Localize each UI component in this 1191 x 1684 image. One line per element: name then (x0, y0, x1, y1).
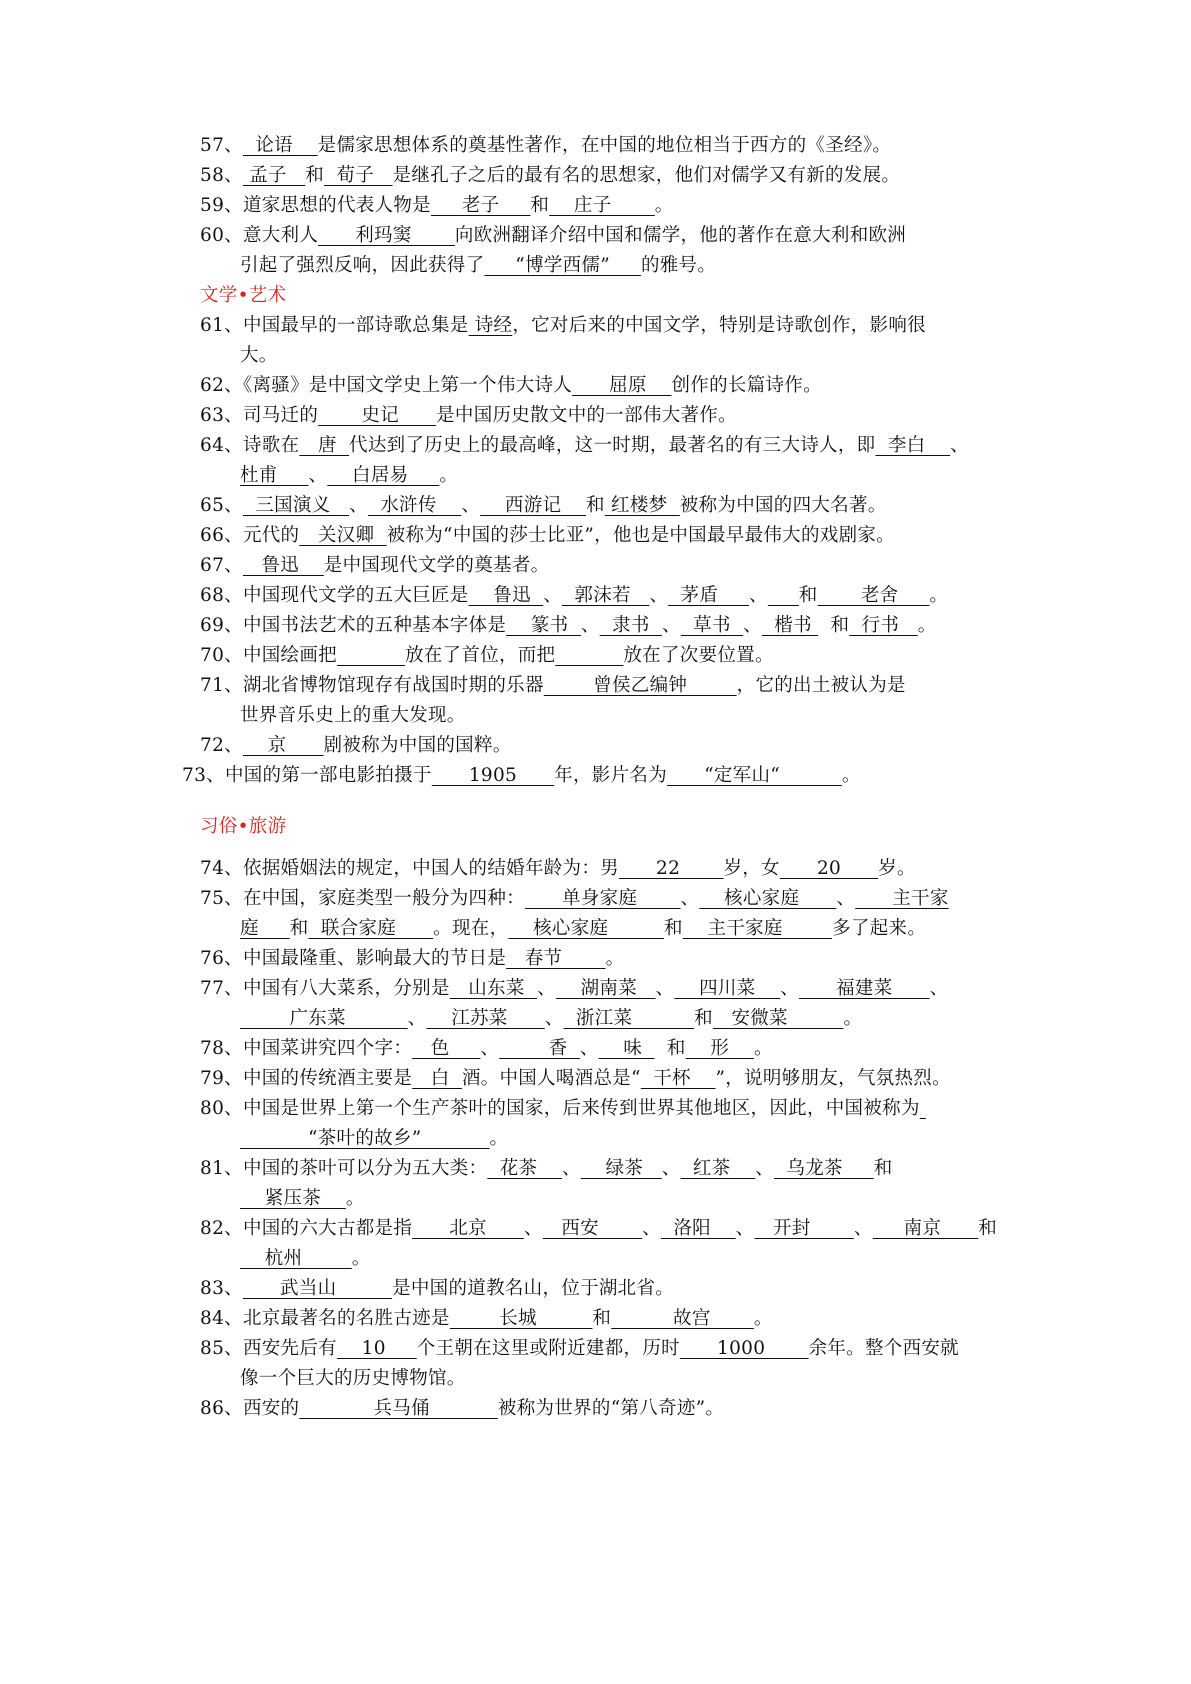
answer-blank: 开封 (754, 1218, 854, 1239)
question-text: 60、意大利人 (200, 225, 319, 246)
answer-blank: 杭州 (240, 1248, 352, 1269)
question-text: 86、西安的 (200, 1398, 300, 1419)
answer-blank: “茶叶的故乡” (240, 1128, 490, 1149)
answer-blank: 水浒传 (367, 495, 462, 516)
question-line (200, 673, 906, 699)
answer-blank: 隶书 (599, 615, 662, 636)
question-text: 57、 (200, 135, 243, 156)
answer-blank: 唐 (299, 435, 350, 456)
answer-blank: 联合家庭 (308, 918, 434, 939)
answer-blank: 篆书 (506, 615, 581, 636)
answer-blank: 紧压茶 (240, 1188, 346, 1209)
question-line (240, 1246, 371, 1272)
question-text: 和 (654, 1038, 686, 1059)
answer-blank: 22 (618, 858, 724, 879)
answer-blank: 湖南菜 (555, 978, 656, 999)
answer-blank: 京 (242, 735, 324, 756)
question-text: 74、依据婚姻法的规定，中国人的结婚年龄为：男 (200, 858, 619, 879)
question-text: 72、 (200, 735, 243, 756)
question-text: 大。 (240, 345, 278, 366)
question-text: 63、司马迁的 (200, 405, 319, 426)
question-line (200, 313, 926, 339)
question-text: 85、西安先后有 (200, 1338, 337, 1359)
answer-blank: 西游记 (480, 495, 587, 516)
answer-blank: 郭沫若 (562, 585, 650, 606)
answer-blank: 长城 (449, 1308, 593, 1329)
question-text: 82、中国的六大古都是指 (200, 1218, 413, 1239)
question-line (200, 733, 512, 759)
question-line (200, 553, 549, 579)
answer-blank: 形 (685, 1038, 754, 1059)
question-text: 。 (753, 1308, 773, 1329)
question-line (240, 1366, 466, 1392)
question-line (200, 1096, 926, 1122)
question-text: 76、中国最隆重、影响最大的节日是 (200, 948, 507, 969)
question-text: 64、诗歌在 (200, 435, 300, 456)
answer-blank: 荀子 (324, 165, 393, 186)
answer-blank: 20 (779, 858, 879, 879)
answer-blank: 核心家庭 (508, 918, 664, 939)
question-line (200, 1396, 724, 1422)
question-text: 是继孔子之后的最有名的思想家，他们对儒学又有新的发展。 (392, 165, 901, 186)
question-text: 、 (562, 1158, 581, 1179)
question-line (240, 916, 926, 942)
answer-blank: 杜甫 (240, 465, 309, 486)
question-text: 。 (843, 1008, 863, 1029)
question-text: ，它的出土被认为是 (736, 675, 906, 696)
answer-blank (555, 645, 623, 666)
answer-blank: 武当山 (242, 1278, 393, 1299)
question-text: 、 (579, 1038, 599, 1059)
question-text: 和 (289, 918, 309, 939)
question-text: 78、中国菜讲究四个字： (200, 1038, 413, 1059)
question-line (200, 1276, 674, 1302)
answer-blank: 福建菜 (799, 978, 930, 999)
answer-blank: 西安 (542, 1218, 643, 1239)
question-line (182, 763, 861, 789)
question-text: 83、 (200, 1278, 243, 1299)
question-text: 世界音乐史上的重大发现。 (240, 705, 466, 726)
question-text: 。 (605, 948, 625, 969)
answer-blank: 色 (412, 1038, 481, 1059)
question-line (200, 193, 674, 219)
answer-blank: 鲁迅 (242, 555, 324, 576)
answer-blank: 1905 (431, 765, 555, 786)
question-text: 71、湖北省博物馆现存有战国时期的乐器 (200, 675, 544, 696)
question-line (200, 976, 948, 1002)
question-text: 69、中国书法艺术的五种基本字体是 (200, 615, 507, 636)
question-text: 和 (305, 165, 325, 186)
question-text: 73、中国的第一部电影拍摄于 (182, 765, 432, 786)
question-line (200, 163, 900, 189)
question-text: 是中国的道教名山，位于湖北省。 (392, 1278, 675, 1299)
answer-blank: 四川菜 (674, 978, 781, 999)
question-text: ”，说明够朋友，气氛热烈。 (715, 1068, 951, 1089)
question-text: 77、中国有八大菜系，分别是 (200, 978, 450, 999)
question-text: 70、中国绘画把 (200, 645, 337, 666)
question-text: 、 (461, 495, 481, 516)
question-text: 65、 (200, 495, 243, 516)
question-line (240, 1006, 862, 1032)
question-text: 58、 (200, 165, 243, 186)
question-text: 、 (649, 585, 669, 606)
question-text: 多了起来。 (832, 918, 927, 939)
answer-blank: 山东菜 (449, 978, 538, 999)
question-text: 、 (480, 1038, 500, 1059)
question-text: 80、中国是世界上第一个生产茶叶的国家，后来传到世界其他地区，因此，中国被称为 (200, 1098, 920, 1119)
question-text: 81、中国的茶叶可以分为五大类： (200, 1158, 488, 1179)
question-line (200, 373, 822, 399)
answer-blank: 味 (598, 1038, 655, 1059)
question-text: 放在了首位，而把 (404, 645, 556, 666)
question-text: 。 (351, 1248, 371, 1269)
answer-blank: 行书 (849, 615, 918, 636)
question-line (240, 1126, 508, 1152)
question-text: 、 (743, 615, 762, 636)
question-text: 被称为“中国的莎士比亚”，他也是中国最早最伟大的戏剧家。 (386, 525, 895, 546)
question-text: 和 (530, 195, 550, 216)
question-text: 、 (349, 495, 368, 516)
question-line (200, 1216, 997, 1242)
question-text: 75、在中国，家庭类型一般分为四种： (200, 888, 525, 909)
answer-blank: 浙江菜 (563, 1008, 695, 1029)
answer-blank: 庭 (240, 918, 290, 939)
answer-blank: 诗经 (468, 315, 513, 336)
answer-blank: 主干家 (855, 888, 949, 909)
question-line (200, 1336, 959, 1362)
question-text: 代达到了历史上的最高峰，这一时期，最著名的有三大诗人，即 (349, 435, 876, 456)
question-text: 、 (680, 888, 700, 909)
question-line (200, 613, 937, 639)
question-line (200, 856, 916, 882)
answer-blank: 主干家庭 (682, 918, 833, 939)
question-text: 和 (586, 495, 605, 516)
question-text: 被称为世界的“第八奇迹”。 (497, 1398, 725, 1419)
question-text: 和 (978, 1218, 998, 1239)
question-text: 、 (853, 1218, 873, 1239)
answer-blank (768, 585, 799, 606)
question-text: 、 (523, 1218, 543, 1239)
question-text: 61、中国最早的一部诗歌总集是 (200, 315, 469, 336)
answer-blank: 庄子 (549, 195, 655, 216)
question-text: 和 (694, 1008, 713, 1029)
question-line (200, 433, 969, 459)
question-line (200, 403, 737, 429)
question-text: 、 (544, 1008, 564, 1029)
answer-blank: 1000 (679, 1338, 809, 1359)
answer-blank: 广东菜 (240, 1008, 408, 1029)
answer-blank: 干杯 (640, 1068, 716, 1089)
question-text: 余年。整个西安就 (808, 1338, 959, 1359)
question-line (200, 946, 624, 972)
question-line (240, 463, 458, 489)
question-line (200, 493, 887, 519)
question-text: 、 (735, 1218, 755, 1239)
question-line (200, 133, 891, 159)
question-text: 、 (543, 585, 563, 606)
answer-blank: 10 (336, 1338, 417, 1359)
question-text: 像一个巨大的历史博物馆。 (240, 1368, 466, 1389)
answer-blank: 乌龙茶 (774, 1158, 874, 1179)
answer-blank: 草书 (680, 615, 744, 636)
question-text: 。 (439, 465, 459, 486)
answer-blank: 白 (412, 1068, 462, 1089)
answer-blank: 洛阳 (660, 1218, 736, 1239)
answer-blank: 茅盾 (668, 585, 750, 606)
answer-blank: 兵马俑 (299, 1398, 498, 1419)
question-text: 是儒家思想体系的奠基性著作，在中国的地位相当于西方的《圣经》。 (317, 135, 892, 156)
question-text: 84、北京最著名的名胜古迹是 (200, 1308, 450, 1329)
question-line (240, 343, 278, 369)
question-line (200, 583, 948, 609)
question-text: 和 (818, 615, 850, 636)
question-text: 、 (537, 978, 556, 999)
answer-blank (920, 1098, 926, 1119)
question-line (200, 1036, 773, 1062)
answer-blank: 花茶 (487, 1158, 563, 1179)
answer-blank: 南京 (872, 1218, 979, 1239)
question-line (240, 253, 716, 279)
answer-blank: 鲁迅 (468, 585, 544, 606)
question-line (200, 643, 774, 669)
question-line (240, 703, 466, 729)
question-text: 79、中国的传统酒主要是 (200, 1068, 413, 1089)
question-text: 、 (780, 978, 800, 999)
question-text: 岁。 (878, 858, 916, 879)
question-text: 、 (661, 615, 681, 636)
question-line (200, 1156, 893, 1182)
question-text: 引起了强烈反响，因此获得了 (240, 255, 485, 276)
answer-blank: 江苏菜 (426, 1008, 545, 1029)
question-text: 、 (836, 888, 856, 909)
answer-blank: 李白 (875, 435, 951, 456)
question-text: 。 (841, 765, 861, 786)
question-text: 、 (655, 978, 675, 999)
answer-blank: 绿茶 (580, 1158, 662, 1179)
question-text: 创作的长篇诗作。 (671, 375, 822, 396)
question-text: 是中国历史散文中的一部伟大著作。 (436, 405, 737, 426)
answer-blank: 孟子 (242, 165, 306, 186)
question-line (200, 523, 895, 549)
answer-blank: “博学西儒” (484, 255, 641, 276)
answer-blank: 曾侯乙编钟 (543, 675, 737, 696)
answer-blank: 春节 (506, 948, 606, 969)
question-text: ，它对后来的中国文学，特别是诗歌创作，影响很 (512, 315, 926, 336)
question-text: 酒。中国人喝酒总是“ (461, 1068, 641, 1089)
question-text: 、 (749, 585, 768, 606)
section-header: 文学•艺术 (200, 285, 287, 306)
answer-blank: 白居易 (327, 465, 440, 486)
answer-blank (337, 645, 405, 666)
question-text: 。 (489, 1128, 509, 1149)
answer-blank: 核心家庭 (699, 888, 837, 909)
answer-blank: 香 (499, 1038, 580, 1059)
question-text: 向欧洲翻译介绍中国和儒学，他的著作在意大利和欧洲 (454, 225, 907, 246)
question-text: 。 (654, 195, 674, 216)
question-text: 和 (873, 1158, 893, 1179)
question-text: 。 (753, 1038, 773, 1059)
question-text: 和 (663, 918, 683, 939)
question-text: 、 (308, 465, 328, 486)
question-text: 、 (755, 1158, 775, 1179)
question-text: 和 (798, 585, 818, 606)
question-text: 。 (929, 585, 949, 606)
question-text: 。 (345, 1188, 365, 1209)
answer-blank: 楷书 (761, 615, 819, 636)
question-text: 岁，女 (723, 858, 780, 879)
question-text: 、 (642, 1218, 661, 1239)
section-header: 习俗•旅游 (200, 816, 287, 837)
question-line (240, 1186, 365, 1212)
answer-blank: 史记 (318, 405, 437, 426)
question-text: 、 (407, 1008, 427, 1029)
question-text: 剧被称为中国的国粹。 (323, 735, 512, 756)
question-text: 的雅号。 (640, 255, 717, 276)
question-text: 是中国现代文学的奠基者。 (323, 555, 550, 576)
question-text: 、 (950, 435, 969, 456)
question-text: 个王朝在这里或附近建都，历时 (416, 1338, 680, 1359)
question-line (200, 1066, 951, 1092)
question-text: 。 (917, 615, 937, 636)
answer-blank: 三国演义 (242, 495, 350, 516)
answer-blank: 关汉卿 (299, 525, 387, 546)
question-text: 66、元代的 (200, 525, 300, 546)
question-text: 62、《离骚》是中国文学史上第一个伟大诗人 (200, 375, 573, 396)
question-text: 59、道家思想的代表人物是 (200, 195, 431, 216)
answer-blank: 论语 (242, 135, 318, 156)
question-text: 、 (661, 1158, 681, 1179)
answer-blank: 屈原 (572, 375, 672, 396)
question-text: 、 (929, 978, 949, 999)
answer-blank: 老子 (430, 195, 531, 216)
answer-blank: 故宫 (611, 1308, 754, 1329)
answer-blank: 北京 (412, 1218, 524, 1239)
question-text: 被称为中国的四大名著。 (679, 495, 887, 516)
answer-blank: 利玛窦 (318, 225, 455, 246)
question-line (200, 223, 906, 249)
answer-blank: 红楼梦 (604, 495, 680, 516)
question-text: 放在了次要位置。 (623, 645, 774, 666)
question-text: 67、 (200, 555, 243, 576)
question-text: 年，影片名为 (554, 765, 668, 786)
answer-blank: 红茶 (680, 1158, 756, 1179)
question-text: 。现在， (433, 918, 509, 939)
answer-blank: 老舍 (817, 585, 930, 606)
question-text: 和 (592, 1308, 612, 1329)
question-text: 68、中国现代文学的五大巨匠是 (200, 585, 469, 606)
question-line (200, 1306, 773, 1332)
question-text: 、 (580, 615, 600, 636)
answer-blank: 单身家庭 (524, 888, 681, 909)
question-line (200, 886, 949, 912)
answer-blank: 安微菜 (712, 1008, 844, 1029)
answer-blank: “定军山“ (667, 765, 842, 786)
